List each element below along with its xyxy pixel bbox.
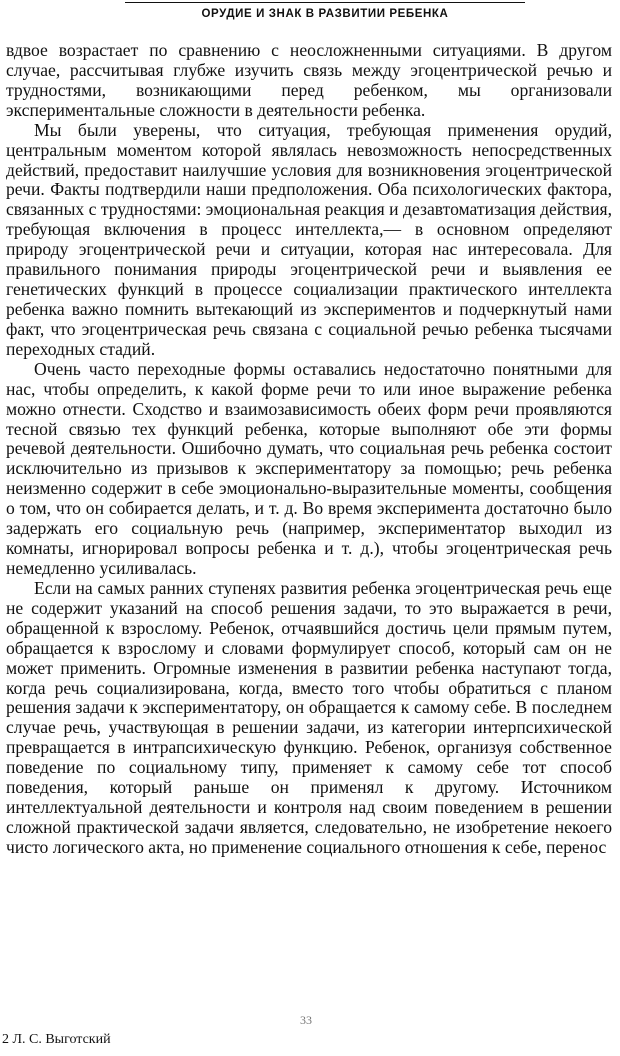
paragraph-2: Мы были уверены, что ситуация, требующая применения орудий, центральным моментом которой являлась невозможность непосредственных действий, предоставит наилучшие условия для возникновения эгоцентрической речи. Факты подтвердили наши предположения. Оба психологических фактора, связанных с трудностями: эмоциональная реакция и дезавтоматизация действия, требующая включения в процесс интеллекта,— в основном определяют природу эгоцентрической речи и ситуации, которая нас интересовала. Для правильного понимания природы эгоцентрической речи и выявления ее генетических функций в процессе социализации практического интеллекта ребенка важно помнить вытекающий из экспериментов и подчеркнутый нами факт, что эгоцентрическая речь связана с социальной речью ребенка тысячами переходных стадий. — [6, 119, 612, 359]
running-header-title: ОРУДИЕ И ЗНАК В РАЗВИТИИ РЕБЕНКА — [201, 8, 449, 20]
paragraph-3: Очень часто переходные формы оставались недостаточно понятными для нас, чтобы определить, к какой форме речи то или иное выражение ребенка можно отнести. Сходство и взаимозависимость обеих форм речи проявляются тесной связью тех функций ребенка, которые выполняют обе эти формы речевой деятельности. Ошибочно думать, что социальная речь ребенка состоит исключительно из призывов к экспериментатору за помощью; речь ребенка неизменно содержит в себе эмоционально-выразительные моменты, сообщения о том, что он собирается делать, и т. д. Во время эксперимента достаточно было задержать его социальную речь (например, экспериментатор выходил из комнаты, игнорировал вопросы ребенка и т. д.), чтобы эгоцентрическая речь немедленно усиливалась. — [6, 358, 612, 578]
page-number: 33 — [300, 1013, 312, 1027]
body-text — [6, 41, 612, 858]
paragraph-4: Если на самых ранних ступенях развития ребенка эгоцентрическая речь еще не содержит указаний на способ решения задачи, то это выражается в речи, обращенной к взрослому. Ребенок, отчаявшийся достичь цели прямым путем, обращается к взрослому и словами формулирует способ, который сам он не может применить. Огромные изменения в развитии ребенка наступают тогда, когда речь социализирована, когда, вместо того чтобы обратиться с планом решения задачи к экспериментатору, он обращается к самому себе. В последнем случае речь, участвующая в решении задачи, из категории интерпсихической превращается в интрапсихическую функцию. Ребенок, организуя собственное поведение по социальному типу, применяет к самому себе тот способ поведения, который раньше он применял к другому. Источником интеллектуальной деятельности и контроля над своим поведением в решении сложной практической задачи является, следовательно, не изобретение некоего чисто логического акта, но применение социального отношения к себе, перенос — [6, 577, 612, 857]
header-rule — [125, 2, 525, 3]
paragraph-1: вдвое возрастает по сравнению с неосложненными ситуациями. В другом случае, рассчитывая глубже изучить связь между эгоцентрической речью и трудностями, возникающими перед ребенком, мы организовали экспериментальные сложности в деятельности ребенка. — [6, 40, 612, 120]
footer-signature: 2 Л. С. Выготский — [2, 1032, 111, 1047]
running-header — [125, 2, 525, 20]
